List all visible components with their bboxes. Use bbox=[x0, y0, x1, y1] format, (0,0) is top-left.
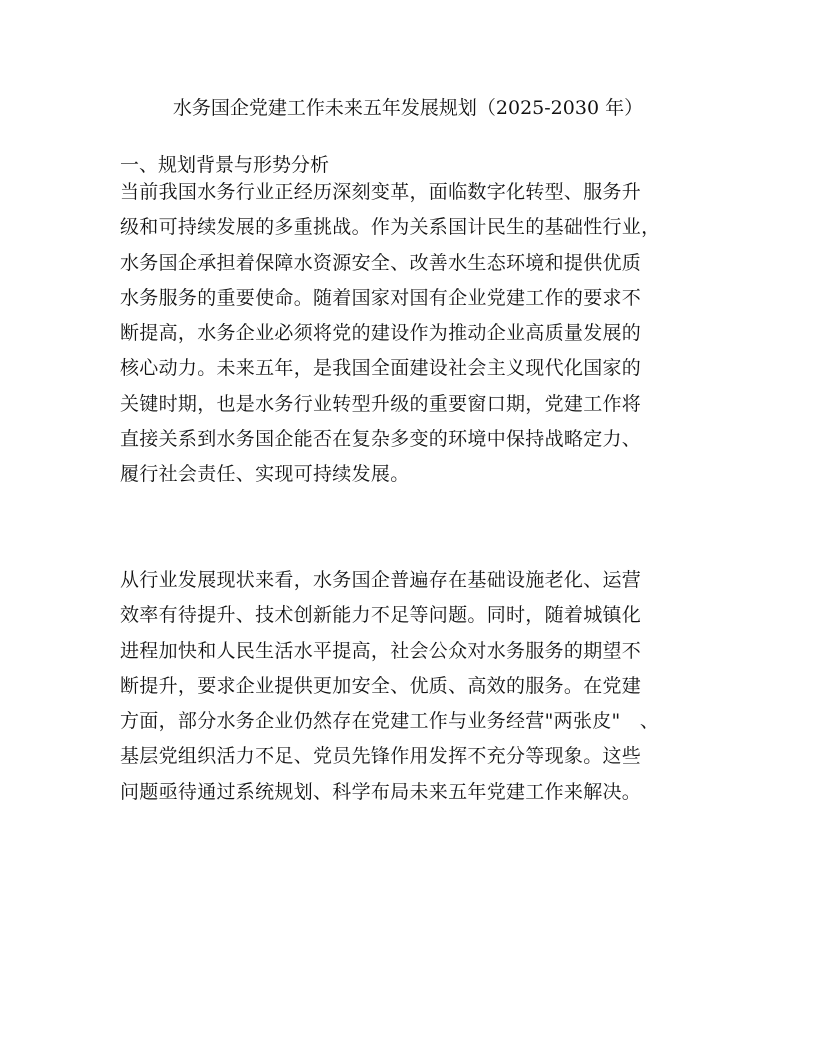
paragraph-line: 当前我国水务行业正经历深刻变革，面临数字化转型、服务升 bbox=[120, 181, 642, 203]
section-heading: 一、规划背景与形势分析 bbox=[120, 154, 330, 176]
paragraph-line: 断提高，水务企业必须将党的建设作为推动企业高质量发展的 bbox=[120, 322, 642, 345]
paragraph-line: 水务服务的重要使命。随着国家对国有企业党建工作的要求不 bbox=[120, 286, 642, 309]
paragraph-line: 进程加快和人民生活水平提高，社会公众对水务服务的期望不 bbox=[120, 639, 642, 662]
paragraph-line: 问题亟待通过系统规划、科学布局未来五年党建工作来解决。 bbox=[120, 780, 642, 803]
paragraph-line: 效率有待提升、技术创新能力不足等问题。同时，随着城镇化 bbox=[120, 604, 642, 627]
paragraph-2 bbox=[120, 563, 696, 810]
paragraph-1 bbox=[120, 175, 696, 493]
paragraph-line: 关键时期，也是水务行业转型升级的重要窗口期，党建工作将 bbox=[120, 392, 642, 415]
paragraph-line: 方面，部分水务企业仍然存在党建工作与业务经营"两张皮" 、 bbox=[120, 710, 660, 733]
paragraph-line: 核心动力。未来五年，是我国全面建设社会主义现代化国家的 bbox=[120, 357, 642, 380]
paragraph-line: 断提升，要求企业提供更加安全、优质、高效的服务。在党建 bbox=[120, 674, 642, 697]
paragraph-line: 直接关系到水务国企能否在复杂多变的环境中保持战略定力、 bbox=[120, 428, 642, 451]
paragraph-line: 基层党组织活力不足、党员先锋作用发挥不充分等现象。这些 bbox=[120, 745, 642, 768]
paragraph-line: 级和可持续发展的多重挑战。作为关系国计民生的基础性行业， bbox=[120, 216, 661, 239]
document-title: 水务国企党建工作未来五年发展规划（2025-2030 年） bbox=[172, 97, 644, 119]
paragraph-line: 从行业发展现状来看，水务国企普遍存在基础设施老化、运营 bbox=[120, 569, 642, 591]
paragraph-line: 履行社会责任、实现可持续发展。 bbox=[120, 463, 410, 486]
paragraph-line: 水务国企承担着保障水资源安全、改善水生态环境和提供优质 bbox=[120, 251, 642, 274]
